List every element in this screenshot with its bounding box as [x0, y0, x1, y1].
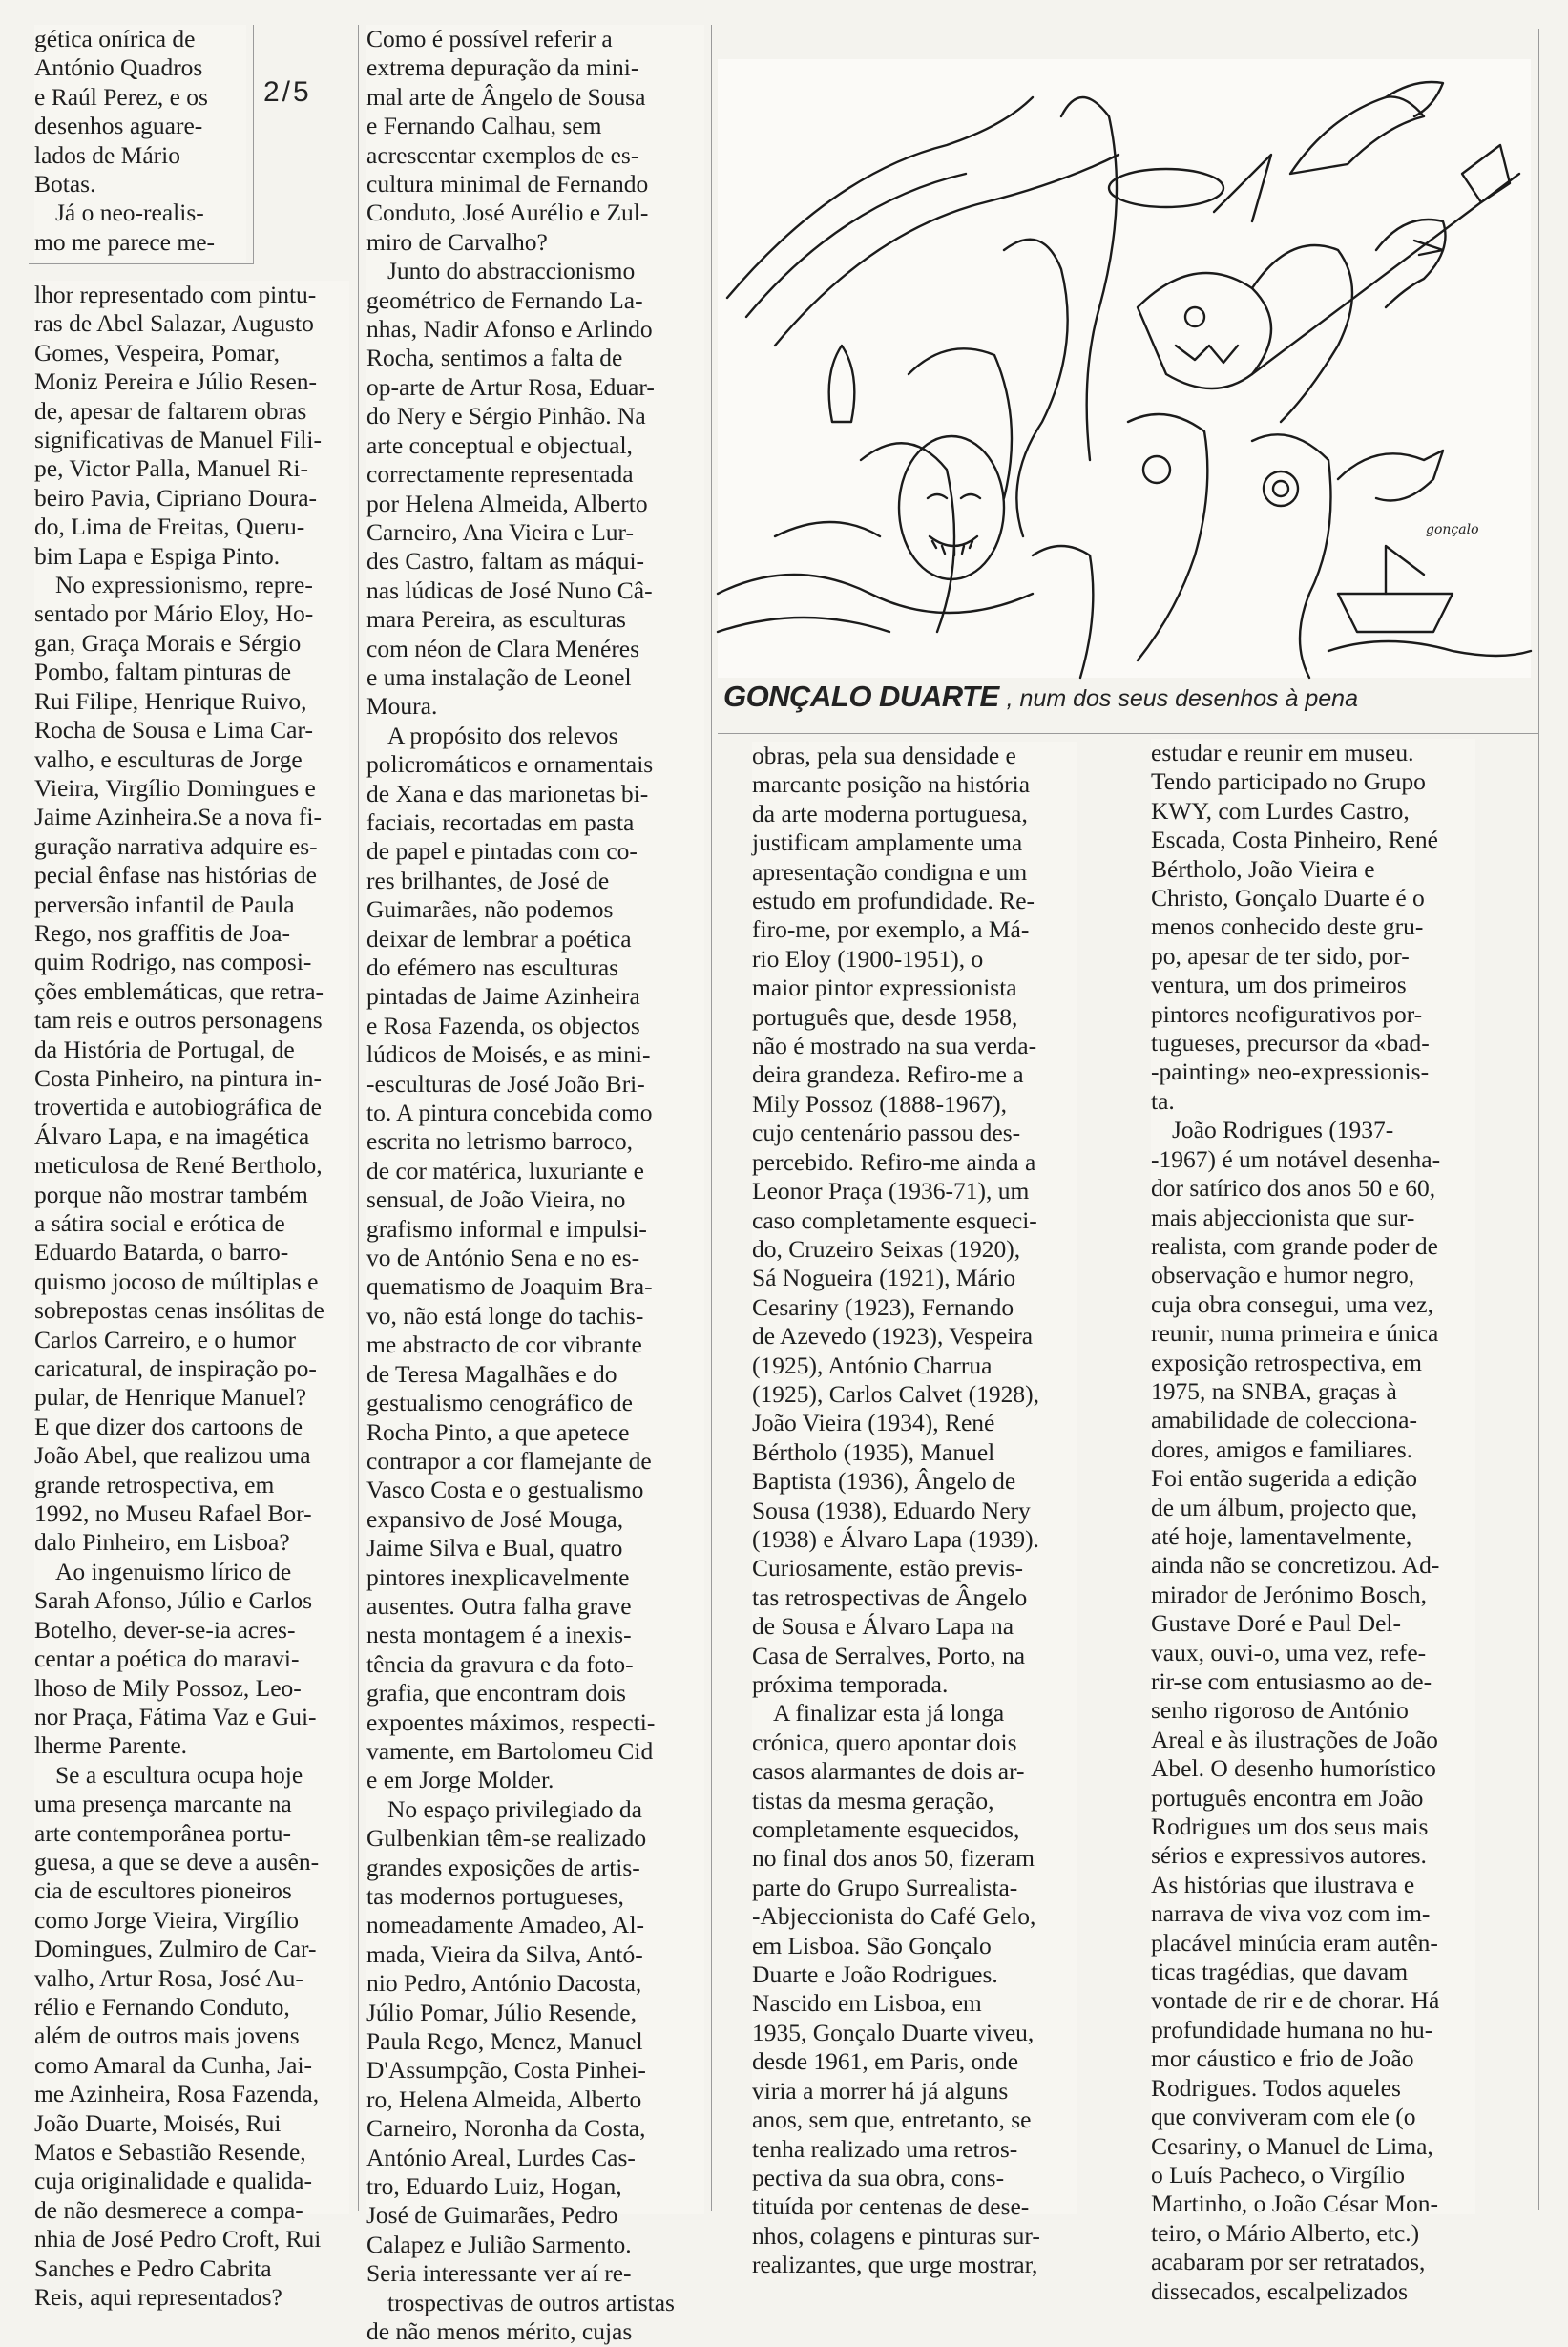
text-line: 1992, no Museu Rafael Bor- — [34, 1499, 312, 1528]
text-line: Cesariny, o Manuel de Lima, — [1151, 2131, 1433, 2160]
text-line: português que, desde 1958, — [752, 1002, 1018, 1031]
text-line: Tendo participado no Grupo — [1151, 767, 1426, 796]
text-line: Rocha Pinto, a que apetece — [366, 1417, 630, 1446]
text-line: Rocha, sentimos a falta de — [366, 344, 623, 372]
clipping-cut-line — [718, 733, 1538, 734]
text-line: acabaram por ser retratados, — [1151, 2248, 1426, 2276]
caption-artist-name: GONÇALO DUARTE — [723, 680, 999, 713]
text-line: Moura. — [366, 692, 438, 721]
text-line: 1935, Gonçalo Duarte viveu, — [752, 2018, 1035, 2046]
text-line: até hoje, lamentavelmente, — [1151, 1521, 1412, 1550]
text-line: caricatural, de inspiração po- — [34, 1354, 317, 1383]
text-line: Paula Rego, Menez, Manuel — [366, 2027, 643, 2056]
text-line: pintores neofigurativos por- — [1151, 999, 1423, 1028]
text-line: ausentes. Outra falha grave — [366, 1591, 632, 1620]
text-line: exposição retrospectiva, em — [1151, 1348, 1422, 1376]
text-line: tituída por centenas de dese- — [752, 2192, 1030, 2221]
text-line: Júlio Pomar, Júlio Resende, — [366, 1998, 638, 2026]
text-line: crónica, quero apontar dois — [752, 1728, 1017, 1756]
text-line: -Abjeccionista do Café Gelo, — [752, 1902, 1036, 1931]
text-line: lados de Mário — [34, 140, 180, 169]
text-line: de papel e pintadas com co- — [366, 837, 638, 866]
text-line: Rocha de Sousa e Lima Car- — [34, 716, 313, 744]
text-line: Mily Possoz (1888-1967), — [752, 1089, 1008, 1118]
text-line: vo de António Sena e no es- — [366, 1244, 640, 1272]
text-line: nhas, Nadir Afonso e Arlindo — [366, 315, 653, 344]
text-line: mirador de Jerónimo Bosch, — [1151, 1580, 1427, 1608]
text-line: reunir, numa primeira e única — [1151, 1319, 1439, 1348]
text-line: nomeadamente Amadeo, Al- — [366, 1911, 645, 1939]
text-line: Martinho, o João César Mon- — [1151, 2190, 1438, 2218]
text-line: A propósito dos relevos — [387, 721, 618, 749]
text-line: expansivo de José Mouga, — [366, 1504, 624, 1533]
text-line: percebido. Refiro-me ainda a — [752, 1147, 1036, 1176]
text-line: gan, Graça Morais e Sérgio — [34, 628, 302, 657]
text-line: Botelho, dever-se-ia acres- — [34, 1615, 296, 1644]
text-line: 1975, na SNBA, graças à — [1151, 1376, 1397, 1405]
text-line: firo-me, por exemplo, a Má- — [752, 915, 1030, 944]
text-line: A finalizar esta já longa — [773, 1699, 1005, 1728]
text-line: rélio e Fernando Conduto, — [34, 1992, 290, 2021]
text-line: de Azevedo (1923), Vespeira — [752, 1322, 1034, 1351]
text-line: gestualismo cenográfico de — [366, 1389, 633, 1417]
text-line: mara Pereira, as esculturas — [366, 605, 626, 634]
text-line: sensual, de João Vieira, no — [366, 1185, 626, 1214]
text-line: do, Cruzeiro Seixas (1920), — [752, 1234, 1021, 1263]
text-line: Reis, aqui representados? — [34, 2283, 282, 2312]
text-line: Junto do abstraccionismo — [387, 257, 636, 285]
text-line: Domingues, Zulmiro de Car- — [34, 1935, 317, 1963]
text-line: pintadas de Jaime Azinheira — [366, 982, 640, 1011]
text-line: Moniz Pereira e Júlio Resen- — [34, 367, 318, 396]
text-line: desde 1961, em Paris, onde — [752, 2047, 1019, 2076]
text-line: correctamente representada — [366, 460, 634, 489]
column-3-clipping — [752, 742, 1077, 2279]
text-line: me abstracto de cor vibrante — [366, 1331, 642, 1359]
text-line: João Vieira (1934), René — [752, 1409, 995, 1437]
text-line: Cesariny (1923), Fernando — [752, 1292, 1014, 1321]
text-line: Bértholo, João Vieira e — [1151, 854, 1375, 883]
text-line: -painting» neo-expressionis- — [1151, 1058, 1430, 1086]
text-line: Jaime Silva e Bual, quatro — [366, 1534, 623, 1562]
text-line: Sarah Afonso, Júlio e Carlos — [34, 1586, 313, 1615]
text-line: mal arte de Ângelo de Sousa — [366, 82, 646, 111]
pen-drawing-illustration — [718, 59, 1531, 678]
text-line: tas modernos portugueses, — [366, 1882, 624, 1910]
text-line: desenhos aguare- — [34, 112, 203, 140]
text-line: Matos e Sebastião Resende, — [34, 2138, 306, 2166]
text-line: de cor matérica, luxuriante e — [366, 1156, 644, 1184]
text-line: casos alarmantes de dois ar- — [752, 1757, 1025, 1786]
text-line: de Teresa Magalhães e do — [366, 1359, 617, 1388]
clipping-cut-line — [253, 25, 254, 263]
text-line: nor Praça, Fátima Vaz e Gui- — [34, 1702, 317, 1730]
text-line: ras de Abel Salazar, Augusto — [34, 309, 314, 338]
text-line: rio Eloy (1900-1951), o — [752, 944, 984, 973]
text-line: escrita no letrismo barroco, — [366, 1127, 633, 1156]
text-line: dores, amigos e familiares. — [1151, 1435, 1413, 1463]
text-line: em Lisboa. São Gonçalo — [752, 1931, 992, 1959]
text-line: No expressionismo, repre- — [55, 571, 313, 599]
text-line: (1925), Carlos Calvet (1928), — [752, 1379, 1039, 1408]
text-line: Seria interessante ver aí re- — [366, 2259, 632, 2288]
text-line: arte conceptual e objectual, — [366, 430, 633, 459]
clipping-cut-line — [358, 25, 359, 2211]
text-line: o Luís Pacheco, o Virgílio — [1151, 2160, 1405, 2189]
text-line: deixar de lembrar a poética — [366, 924, 632, 953]
text-line: menos conhecido deste gru- — [1151, 912, 1424, 941]
text-line: Rodrigues. Todos aqueles — [1151, 2073, 1401, 2102]
text-line: de Sousa e Álvaro Lapa na — [752, 1612, 1014, 1641]
text-line: de não menos mérito, cujas — [366, 2317, 633, 2346]
text-line: António Quadros — [34, 53, 203, 82]
text-line: António Areal, Lurdes Cas- — [366, 2143, 636, 2171]
text-line: gética onírica de — [34, 25, 196, 52]
text-line: cia de escultores pioneiros — [34, 1876, 292, 1905]
text-line: cuja obra consegui, uma vez, — [1151, 1289, 1433, 1318]
text-line: (1938) e Álvaro Lapa (1939). — [752, 1524, 1039, 1553]
text-line: quematismo de Joaquim Bra- — [366, 1272, 653, 1301]
text-line: Vasco Costa e o gestualismo — [366, 1476, 644, 1504]
text-line: pecial ênfase nas histórias de — [34, 861, 317, 890]
text-line: me Azinheira, Rosa Fazenda, — [34, 2080, 320, 2108]
clipping-cut-line — [1538, 29, 1539, 2210]
text-line: e uma instalação de Leonel — [366, 662, 632, 691]
text-line: Pombo, faltam pinturas de — [34, 658, 292, 686]
text-line: teiro, o Mário Alberto, etc.) — [1151, 2218, 1420, 2247]
text-line: ticas tragédias, que davam — [1151, 1958, 1409, 1986]
caption-text: , num dos seus desenhos à pena — [1006, 685, 1358, 712]
text-line: do Nery e Sérgio Pinhão. Na — [366, 402, 646, 430]
text-line: Curiosamente, estão previs- — [752, 1554, 1023, 1582]
text-line: lherme Parente. — [34, 1731, 188, 1760]
text-line: -esculturas de José João Bri- — [366, 1069, 645, 1098]
text-line: KWY, com Lurdes Castro, — [1151, 796, 1410, 825]
text-line: As histórias que ilustrava e — [1151, 1870, 1415, 1898]
text-line: porque não mostrar também — [34, 1180, 308, 1208]
text-line: quim Rodrigo, nas composi- — [34, 948, 312, 976]
text-line: João Duarte, Moisés, Rui — [34, 2108, 282, 2137]
text-line: estudar e reunir em museu. — [1151, 739, 1414, 766]
text-line: senho rigoroso de António — [1151, 1696, 1409, 1725]
text-line: por Helena Almeida, Alberto — [366, 489, 648, 517]
text-line: Rodrigues um dos seus mais — [1151, 1813, 1429, 1841]
text-line: Sousa (1938), Eduardo Nery — [752, 1496, 1031, 1524]
text-line: Gustave Doré e Paul Del- — [1151, 1609, 1401, 1638]
text-line: guração narrativa adquire es- — [34, 831, 318, 860]
text-line: lhor representado com pintu- — [34, 281, 317, 308]
text-line: nas lúdicas de José Nuno Câ- — [366, 576, 653, 604]
text-line: grande retrospectiva, em — [34, 1470, 275, 1498]
text-line: de um álbum, projecto que, — [1151, 1493, 1418, 1521]
text-line: res brilhantes, de José de — [366, 866, 610, 894]
text-line: centar a poética do maravi- — [34, 1645, 300, 1673]
text-line: Casa de Serralves, Porto, na — [752, 1641, 1026, 1669]
text-line: Calapez e Julião Sarmento. — [366, 2230, 632, 2258]
text-line: Sá Nogueira (1921), Mário — [752, 1264, 1016, 1292]
column-1-top-clipping — [34, 25, 246, 262]
text-line: Eduardo Batarda, o barro- — [34, 1238, 289, 1267]
text-line: do efémero nas esculturas — [366, 953, 619, 981]
text-line: tenha realizado uma retros- — [752, 2134, 1018, 2163]
text-line: de, apesar de faltarem obras — [34, 396, 307, 425]
text-line: faciais, recortadas em pasta — [366, 807, 635, 836]
text-line: Carneiro, Ana Vieira e Lur- — [366, 517, 635, 546]
text-line: João Abel, que realizou uma — [34, 1441, 311, 1470]
text-line: Carneiro, Noronha da Costa, — [366, 2114, 646, 2143]
text-line: extrema depuração da mini- — [366, 53, 639, 82]
figure-caption — [723, 680, 1535, 714]
text-line: nhia de José Pedro Croft, Rui — [34, 2225, 322, 2253]
text-line: Guimarães, não podemos — [366, 895, 614, 924]
text-line: Carlos Carreiro, e o humor — [34, 1325, 297, 1353]
column-1-clipping — [34, 281, 349, 2312]
column-2-clipping — [366, 25, 704, 2346]
text-line: Bértholo (1935), Manuel — [752, 1437, 995, 1466]
text-line: bim Lapa e Espiga Pinto. — [34, 541, 281, 570]
text-line: grandes exposições de artis- — [366, 1853, 640, 1881]
text-line: Rui Filipe, Henrique Ruivo, — [34, 686, 307, 715]
text-line: Rego, nos graffitis de Joa- — [34, 918, 290, 947]
text-line: Costa Pinheiro, na pintura in- — [34, 1063, 322, 1092]
text-line: policromáticos e ornamentais — [366, 750, 654, 779]
text-line: des Castro, faltam as máqui- — [366, 547, 645, 576]
text-line: Baptista (1936), Ângelo de — [752, 1467, 1016, 1496]
text-line: José de Guimarães, Pedro — [366, 2201, 618, 2230]
clipping-cut-line — [29, 263, 254, 264]
text-line: lhoso de Mily Possoz, Leo- — [34, 1673, 302, 1702]
text-line: D'Assumpção, Costa Pinhei- — [366, 2056, 646, 2085]
text-line: sérios e expressivos autores. — [1151, 1841, 1427, 1870]
text-line: além de outros mais jovens — [34, 2022, 300, 2050]
text-line: grafia, que encontram dois — [366, 1679, 626, 1708]
text-line: realizantes, que urge mostrar, — [752, 2251, 1038, 2279]
text-line: (1925), António Charrua — [752, 1351, 993, 1379]
text-line: op-arte de Artur Rosa, Eduar- — [366, 372, 655, 401]
text-line: de Xana e das marionetas bi- — [366, 779, 649, 807]
text-line: Ao ingenuismo lírico de — [55, 1557, 292, 1585]
text-line: ções emblemáticas, que retra- — [34, 976, 324, 1005]
text-line: Areal e às ilustrações de João — [1151, 1725, 1438, 1753]
text-line: nhos, colagens e pinturas sur- — [752, 2221, 1040, 2250]
text-line: perversão infantil de Paula — [34, 890, 295, 918]
text-line: No espaço privilegiado da — [387, 1794, 642, 1823]
text-line: mor cáustico e frio de João — [1151, 2044, 1414, 2073]
text-line: como Amaral da Cunha, Jai- — [34, 2050, 313, 2079]
text-line: lúdicos de Moisés, e as mini- — [366, 1040, 651, 1069]
text-line: rir-se com entusiasmo ao de- — [1151, 1667, 1432, 1695]
text-line: dissecados, escalpelizados — [1151, 2276, 1409, 2305]
text-line: quismo jocoso de múltiplas e — [34, 1267, 319, 1295]
text-line: to. A pintura concebida como — [366, 1099, 653, 1127]
text-line: cuja originalidade e qualida- — [34, 2167, 312, 2195]
text-line: Como é possível referir a — [366, 25, 613, 52]
text-line: miro de Carvalho? — [366, 227, 548, 256]
text-line: profundidade humana no hu- — [1151, 2015, 1433, 2043]
text-line: po, apesar de ter sido, por- — [1151, 941, 1410, 970]
text-line: Álvaro Lapa, e na imagética — [34, 1121, 310, 1150]
text-line: Foi então sugerida a edição — [1151, 1464, 1417, 1493]
text-line: e Rosa Fazenda, os objectos — [366, 1011, 640, 1039]
text-line: Leonor Praça (1936-71), um — [752, 1177, 1030, 1205]
text-line: a sátira social e erótica de — [34, 1209, 285, 1237]
text-line: caso completamente esqueci- — [752, 1205, 1037, 1234]
text-line: não é mostrado na sua verda- — [752, 1032, 1037, 1060]
text-line: meticulosa de René Bertholo, — [34, 1151, 323, 1180]
text-line: Nascido em Lisboa, em — [752, 1989, 982, 2018]
text-line: Já o neo-realis- — [55, 199, 204, 227]
text-line: nesta montagem é a inexis- — [366, 1621, 632, 1649]
text-line: tam reis e outros personagens — [34, 1006, 323, 1035]
text-line: valho, Artur Rosa, José Au- — [34, 1963, 303, 1992]
text-line: tas retrospectivas de Ângelo — [752, 1582, 1028, 1611]
text-line: pintores inexplicavelmente — [366, 1562, 630, 1591]
text-line: beiro Pavia, Cipriano Doura- — [34, 483, 318, 512]
text-line: completamente esquecidos, — [752, 1815, 1020, 1844]
text-line: tugueses, precursor da «bad- — [1151, 1029, 1430, 1058]
pen-drawing-svg — [718, 59, 1531, 678]
text-line: vaux, ouvi-o, uma vez, refe- — [1151, 1638, 1427, 1666]
text-line: amabilidade de colecciona- — [1151, 1406, 1417, 1435]
text-line: arte contemporânea portu- — [34, 1818, 292, 1847]
text-line: português encontra em João — [1151, 1783, 1424, 1812]
text-line: nio Pedro, António Dacosta, — [366, 1969, 642, 1998]
text-line: justificam amplamente uma — [752, 828, 1023, 857]
text-line: Conduto, José Aurélio e Zul- — [366, 199, 649, 227]
text-line: cultura minimal de Fernando — [366, 170, 649, 199]
text-line: sentado por Mário Eloy, Ho- — [34, 599, 314, 628]
text-line: da História de Portugal, de — [34, 1035, 295, 1063]
text-line: placável minúcia eram autên- — [1151, 1928, 1438, 1957]
artist-signature: gonçalo — [1426, 522, 1479, 537]
text-line: mo me parece me- — [34, 227, 216, 256]
text-line: próxima temporada. — [752, 1670, 949, 1698]
text-line: ventura, um dos primeiros — [1151, 971, 1407, 999]
text-line: trospectivas de outros artistas — [387, 2288, 675, 2316]
text-line: Se a escultura ocupa hoje — [55, 1760, 303, 1789]
column-4-clipping — [1151, 739, 1475, 2305]
text-line: marcante posição na história — [752, 770, 1031, 799]
text-line: cujo centenário passou des- — [752, 1119, 1021, 1147]
text-line: com néon de Clara Menéres — [366, 634, 640, 662]
text-line: maior pintor expressionista — [752, 974, 1017, 1002]
text-line: e Raúl Perez, e os — [34, 82, 208, 111]
text-line: Jaime Azinheira.Se a nova fi- — [34, 803, 322, 831]
text-line: vontade de rir e de chorar. Há — [1151, 1986, 1440, 2015]
text-line: Escada, Costa Pinheiro, René — [1151, 826, 1438, 854]
text-line: trovertida e autobiográfica de — [34, 1093, 322, 1121]
text-line: observação e humor negro, — [1151, 1261, 1415, 1289]
text-line: e em Jorge Molder. — [366, 1766, 554, 1794]
text-line: deira grandeza. Refiro-me a — [752, 1060, 1024, 1089]
text-line: Abel. O desenho humorístico — [1151, 1754, 1436, 1783]
text-line: Gulbenkian têm-se realizado — [366, 1824, 647, 1853]
text-line: como Jorge Vieira, Virgílio — [34, 1905, 299, 1934]
text-line: de não desmerece a compa- — [34, 2195, 303, 2224]
text-line: Christo, Gonçalo Duarte é o — [1151, 884, 1425, 912]
text-line: do, Lima de Freitas, Queru- — [34, 513, 305, 541]
text-line: ainda não se concretizou. Ad- — [1151, 1551, 1440, 1580]
text-line: Duarte e João Rodrigues. — [752, 1960, 998, 1989]
text-line: valho, e esculturas de Jorge — [34, 744, 303, 773]
text-line: viria a morrer há já alguns — [752, 2076, 1009, 2105]
text-line: Botas. — [34, 170, 96, 199]
text-line: anos, sem que, entretanto, se — [752, 2106, 1032, 2134]
text-line: da arte moderna portuguesa, — [752, 799, 1028, 828]
text-line: dor satírico dos anos 50 e 60, — [1151, 1174, 1436, 1203]
text-line: tistas da mesma geração, — [752, 1786, 994, 1814]
drawing-paper — [718, 59, 1531, 678]
text-line: guesa, a que se deve a ausên- — [34, 1847, 320, 1876]
text-line: e Fernando Calhau, sem — [366, 112, 602, 140]
text-line: que conviveram com ele (o — [1151, 2103, 1416, 2131]
text-line: dalo Pinheiro, em Lisboa? — [34, 1528, 290, 1557]
text-line: narrava de viva voz com im- — [1151, 1899, 1431, 1928]
text-line: vamente, em Bartolomeu Cid — [366, 1736, 654, 1765]
text-line: contrapor a cor flamejante de — [366, 1446, 652, 1475]
text-line: realista, com grande poder de — [1151, 1231, 1438, 1260]
text-line: obras, pela sua densidade e — [752, 742, 1016, 769]
text-line: vo, não está longe do tachis- — [366, 1301, 644, 1330]
text-line: acrescentar exemplos de es- — [366, 140, 639, 169]
text-line: parte do Grupo Surrealista- — [752, 1873, 1018, 1901]
text-line: pe, Victor Palla, Manuel Ri- — [34, 454, 308, 483]
text-line: pular, de Henrique Manuel? — [34, 1383, 307, 1412]
text-line: João Rodrigues (1937- — [1172, 1116, 1394, 1144]
text-line: mada, Vieira da Silva, Antó- — [366, 1939, 643, 1968]
text-line: ro, Helena Almeida, Alberto — [366, 2085, 642, 2113]
text-line: Sanches e Pedro Cabrita — [34, 2253, 272, 2282]
text-line: uma presença marcante na — [34, 1790, 292, 1818]
text-line: Gomes, Vespeira, Pomar, — [34, 338, 281, 367]
clipping-cut-line — [711, 25, 712, 2211]
text-line: geométrico de Fernando La- — [366, 285, 643, 314]
text-line: E que dizer dos cartoons de — [34, 1412, 303, 1440]
text-line: significativas de Manuel Fili- — [34, 426, 322, 454]
text-line: mais abjeccionista que sur- — [1151, 1203, 1415, 1231]
text-line: estudo em profundidade. Re- — [752, 887, 1035, 915]
text-line: expoentes máximos, respecti- — [366, 1708, 656, 1736]
text-line: ta. — [1151, 1086, 1175, 1115]
text-line: sobrepostas cenas insólitas de — [34, 1296, 324, 1325]
text-line: Vieira, Virgílio Domingues e — [34, 773, 316, 802]
text-line: -1967) é um notável desenha- — [1151, 1144, 1441, 1173]
text-line: apresentação condigna e um — [752, 857, 1028, 886]
text-line: pectiva da sua obra, cons- — [752, 2163, 1005, 2191]
text-line: no final dos anos 50, fizeram — [752, 1844, 1035, 1873]
text-line: tência da gravura e da foto- — [366, 1649, 634, 1678]
text-line: grafismo informal e impulsi- — [366, 1214, 647, 1243]
page-number: 2/5 — [263, 76, 312, 108]
text-line: tro, Eduardo Luiz, Hogan, — [366, 2172, 622, 2201]
